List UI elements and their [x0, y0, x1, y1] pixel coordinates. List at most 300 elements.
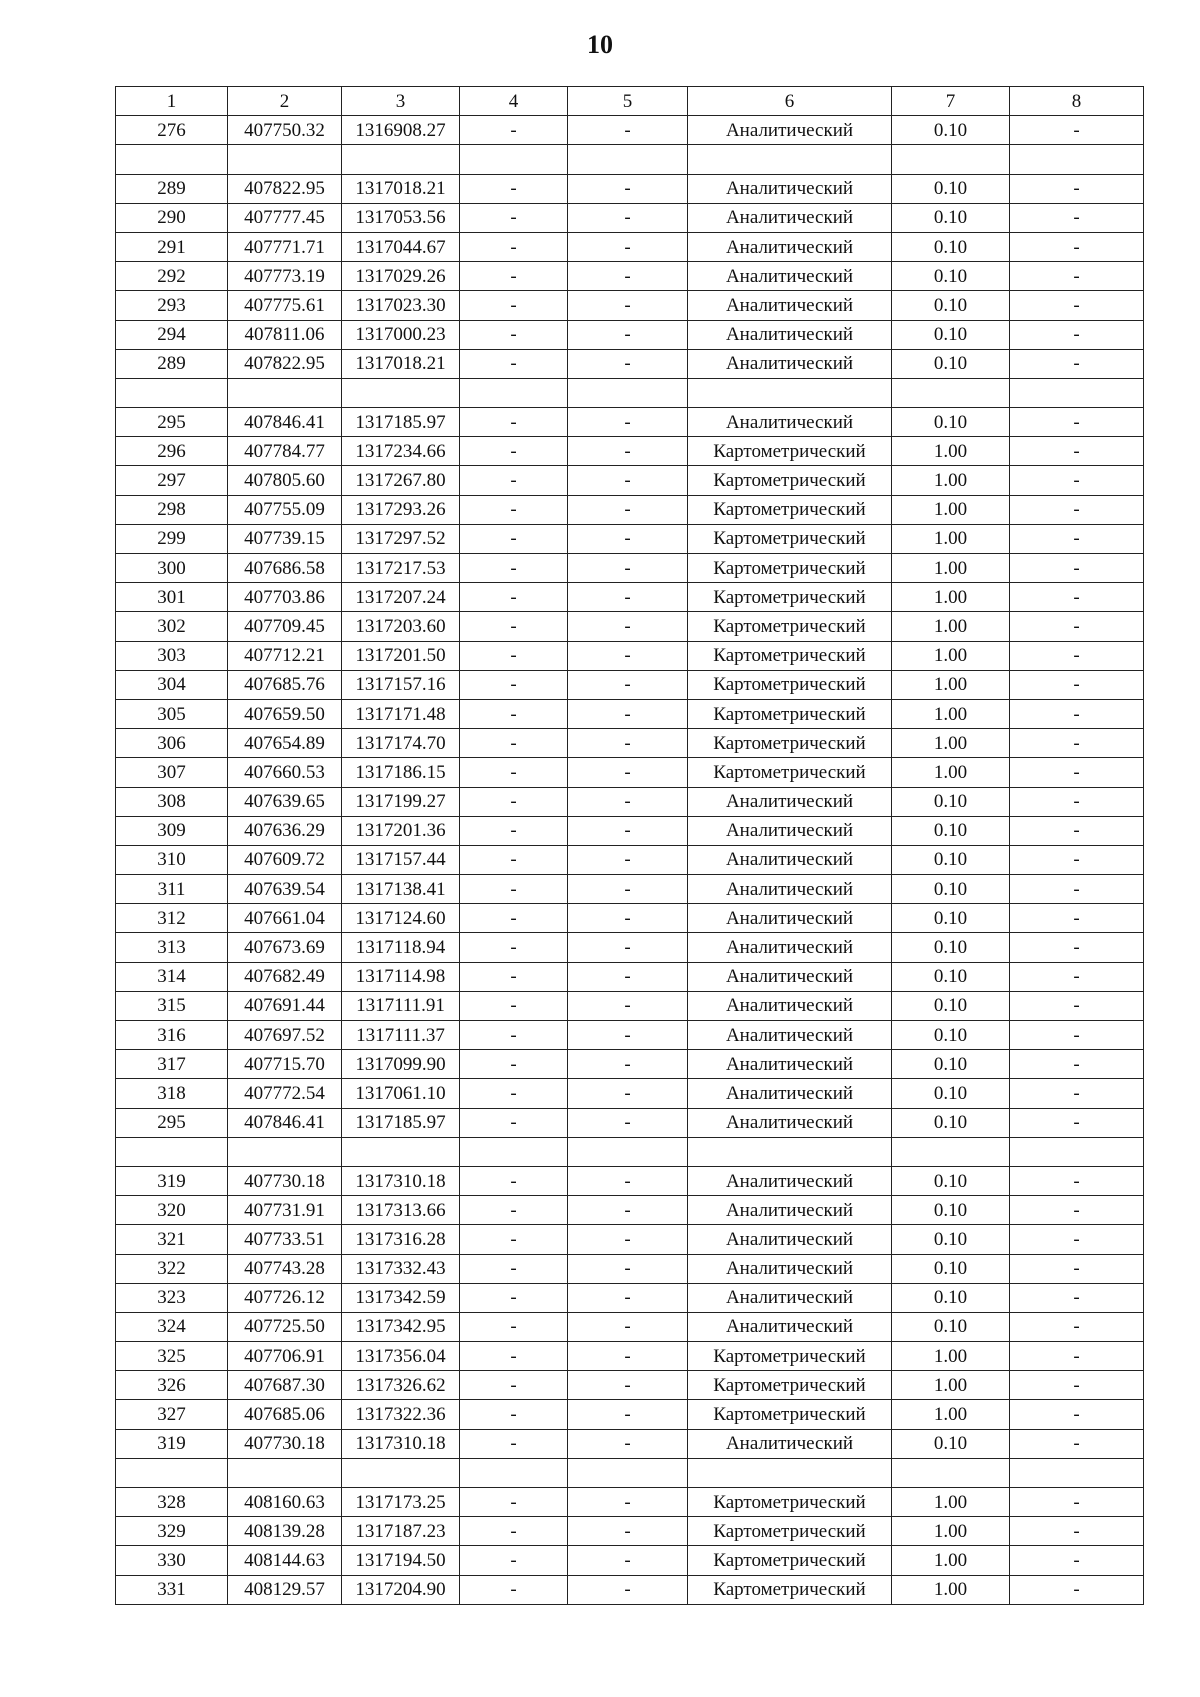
method-cell	[688, 1458, 892, 1487]
table-row	[116, 787, 1144, 816]
table-row	[116, 554, 1144, 583]
col5-cell: -	[568, 1575, 688, 1604]
accuracy-cell: 0.10	[892, 349, 1010, 378]
col4-cell: -	[460, 1108, 568, 1137]
accuracy-cell: 1.00	[892, 729, 1010, 758]
table-row	[116, 729, 1144, 758]
col8-cell: -	[1010, 933, 1144, 962]
accuracy-cell: 1.00	[892, 612, 1010, 641]
method-cell: Аналитический	[688, 291, 892, 320]
method-cell: Аналитический	[688, 1108, 892, 1137]
col8-cell: -	[1010, 758, 1144, 787]
col8-cell: -	[1010, 1079, 1144, 1108]
col5-cell: -	[568, 699, 688, 728]
point-number-cell: 318	[116, 1079, 228, 1108]
y-coordinate-cell: 1317111.37	[342, 1021, 460, 1050]
col4-cell: -	[460, 524, 568, 553]
y-coordinate-cell: 1317029.26	[342, 262, 460, 291]
col8-cell: -	[1010, 845, 1144, 874]
col5-cell: -	[568, 1517, 688, 1546]
col4-cell: -	[460, 612, 568, 641]
method-cell: Картометрический	[688, 729, 892, 758]
y-coordinate-cell: 1317124.60	[342, 904, 460, 933]
method-cell: Аналитический	[688, 203, 892, 232]
y-coordinate-cell: 1317267.80	[342, 466, 460, 495]
col8-cell: -	[1010, 495, 1144, 524]
method-cell: Аналитический	[688, 262, 892, 291]
col4-cell	[460, 1137, 568, 1166]
accuracy-cell: 0.10	[892, 1050, 1010, 1079]
column-header: 7	[892, 87, 1010, 116]
x-coordinate-cell	[228, 145, 342, 174]
point-number-cell: 304	[116, 670, 228, 699]
table-row	[116, 1021, 1144, 1050]
column-header: 2	[228, 87, 342, 116]
point-number-cell: 313	[116, 933, 228, 962]
table-header-row	[116, 87, 1144, 116]
accuracy-cell: 0.10	[892, 232, 1010, 261]
accuracy-cell: 0.10	[892, 1429, 1010, 1458]
method-cell: Картометрический	[688, 495, 892, 524]
x-coordinate-cell	[228, 1137, 342, 1166]
x-coordinate-cell: 407822.95	[228, 174, 342, 203]
col4-cell: -	[460, 875, 568, 904]
point-number-cell: 311	[116, 875, 228, 904]
point-number-cell: 307	[116, 758, 228, 787]
y-coordinate-cell: 1317061.10	[342, 1079, 460, 1108]
point-number-cell: 317	[116, 1050, 228, 1079]
accuracy-cell: 0.10	[892, 291, 1010, 320]
col5-cell: -	[568, 1342, 688, 1371]
x-coordinate-cell: 407750.32	[228, 116, 342, 145]
col8-cell: -	[1010, 729, 1144, 758]
x-coordinate-cell: 407639.65	[228, 787, 342, 816]
x-coordinate-cell	[228, 1458, 342, 1487]
method-cell: Аналитический	[688, 991, 892, 1020]
accuracy-cell: 0.10	[892, 875, 1010, 904]
col5-cell: -	[568, 1429, 688, 1458]
y-coordinate-cell	[342, 378, 460, 407]
col8-cell: -	[1010, 1546, 1144, 1575]
col4-cell: -	[460, 174, 568, 203]
accuracy-cell: 0.10	[892, 174, 1010, 203]
y-coordinate-cell: 1317293.26	[342, 495, 460, 524]
x-coordinate-cell: 407639.54	[228, 875, 342, 904]
table-row	[116, 816, 1144, 845]
x-coordinate-cell: 407730.18	[228, 1166, 342, 1195]
x-coordinate-cell: 407811.06	[228, 320, 342, 349]
point-number-cell: 322	[116, 1254, 228, 1283]
col5-cell: -	[568, 1225, 688, 1254]
accuracy-cell: 1.00	[892, 641, 1010, 670]
x-coordinate-cell: 407691.44	[228, 991, 342, 1020]
col8-cell: -	[1010, 1575, 1144, 1604]
col4-cell: -	[460, 1196, 568, 1225]
y-coordinate-cell: 1317000.23	[342, 320, 460, 349]
accuracy-cell: 1.00	[892, 554, 1010, 583]
col5-cell: -	[568, 1108, 688, 1137]
table-row	[116, 174, 1144, 203]
x-coordinate-cell: 407659.50	[228, 699, 342, 728]
x-coordinate-cell: 407733.51	[228, 1225, 342, 1254]
y-coordinate-cell: 1317018.21	[342, 174, 460, 203]
col5-cell: -	[568, 875, 688, 904]
point-number-cell: 291	[116, 232, 228, 261]
accuracy-cell: 0.10	[892, 991, 1010, 1020]
method-cell: Картометрический	[688, 699, 892, 728]
table-row	[116, 291, 1144, 320]
col4-cell: -	[460, 787, 568, 816]
point-number-cell: 300	[116, 554, 228, 583]
accuracy-cell: 1.00	[892, 1342, 1010, 1371]
accuracy-cell: 1.00	[892, 1575, 1010, 1604]
col4-cell: -	[460, 1575, 568, 1604]
accuracy-cell: 1.00	[892, 1400, 1010, 1429]
col5-cell: -	[568, 758, 688, 787]
table-row	[116, 962, 1144, 991]
col4-cell	[460, 1458, 568, 1487]
accuracy-cell: 0.10	[892, 845, 1010, 874]
y-coordinate-cell: 1317313.66	[342, 1196, 460, 1225]
method-cell: Аналитический	[688, 1021, 892, 1050]
table-row	[116, 641, 1144, 670]
col5-cell: -	[568, 729, 688, 758]
y-coordinate-cell: 1317203.60	[342, 612, 460, 641]
col4-cell: -	[460, 116, 568, 145]
accuracy-cell: 0.10	[892, 320, 1010, 349]
x-coordinate-cell: 407846.41	[228, 1108, 342, 1137]
accuracy-cell	[892, 378, 1010, 407]
accuracy-cell	[892, 1137, 1010, 1166]
col4-cell: -	[460, 1342, 568, 1371]
x-coordinate-cell: 407777.45	[228, 203, 342, 232]
column-header: 8	[1010, 87, 1144, 116]
method-cell	[688, 378, 892, 407]
x-coordinate-cell: 407743.28	[228, 1254, 342, 1283]
col4-cell	[460, 145, 568, 174]
col8-cell	[1010, 1458, 1144, 1487]
col5-cell: -	[568, 583, 688, 612]
point-number-cell: 325	[116, 1342, 228, 1371]
method-cell: Аналитический	[688, 1429, 892, 1458]
method-cell: Картометрический	[688, 437, 892, 466]
col4-cell: -	[460, 1429, 568, 1458]
x-coordinate-cell: 407846.41	[228, 408, 342, 437]
x-coordinate-cell: 408160.63	[228, 1488, 342, 1517]
col5-cell: -	[568, 1283, 688, 1312]
point-number-cell: 296	[116, 437, 228, 466]
point-number-cell: 314	[116, 962, 228, 991]
y-coordinate-cell: 1317157.16	[342, 670, 460, 699]
x-coordinate-cell: 407771.71	[228, 232, 342, 261]
accuracy-cell: 0.10	[892, 1254, 1010, 1283]
y-coordinate-cell: 1317174.70	[342, 729, 460, 758]
col4-cell: -	[460, 1283, 568, 1312]
y-coordinate-cell: 1317234.66	[342, 437, 460, 466]
method-cell: Аналитический	[688, 1050, 892, 1079]
col5-cell: -	[568, 1021, 688, 1050]
col5-cell: -	[568, 291, 688, 320]
table-row	[116, 1546, 1144, 1575]
x-coordinate-cell: 407685.76	[228, 670, 342, 699]
col8-cell: -	[1010, 1488, 1144, 1517]
accuracy-cell: 0.10	[892, 1283, 1010, 1312]
method-cell: Картометрический	[688, 758, 892, 787]
y-coordinate-cell: 1317356.04	[342, 1342, 460, 1371]
point-number-cell: 324	[116, 1312, 228, 1341]
y-coordinate-cell: 1317023.30	[342, 291, 460, 320]
col8-cell: -	[1010, 203, 1144, 232]
method-cell: Аналитический	[688, 349, 892, 378]
accuracy-cell: 0.10	[892, 116, 1010, 145]
point-number-cell: 308	[116, 787, 228, 816]
y-coordinate-cell: 1317342.95	[342, 1312, 460, 1341]
x-coordinate-cell: 407636.29	[228, 816, 342, 845]
accuracy-cell: 0.10	[892, 1021, 1010, 1050]
method-cell: Аналитический	[688, 1166, 892, 1195]
y-coordinate-cell: 1317332.43	[342, 1254, 460, 1283]
table-row	[116, 1400, 1144, 1429]
col5-cell: -	[568, 524, 688, 553]
col8-cell	[1010, 378, 1144, 407]
accuracy-cell: 0.10	[892, 203, 1010, 232]
col8-cell: -	[1010, 1108, 1144, 1137]
col5-cell: -	[568, 203, 688, 232]
col5-cell: -	[568, 641, 688, 670]
point-number-cell: 289	[116, 174, 228, 203]
accuracy-cell: 1.00	[892, 670, 1010, 699]
y-coordinate-cell: 1317138.41	[342, 875, 460, 904]
table-row	[116, 1517, 1144, 1546]
point-number-cell: 321	[116, 1225, 228, 1254]
table-row	[116, 1166, 1144, 1195]
col8-cell: -	[1010, 1196, 1144, 1225]
x-coordinate-cell: 407784.77	[228, 437, 342, 466]
y-coordinate-cell: 1317201.36	[342, 816, 460, 845]
col5-cell: -	[568, 408, 688, 437]
column-header: 1	[116, 87, 228, 116]
col4-cell: -	[460, 1312, 568, 1341]
col5-cell: -	[568, 466, 688, 495]
method-cell: Аналитический	[688, 933, 892, 962]
col4-cell: -	[460, 933, 568, 962]
table-row	[116, 1196, 1144, 1225]
point-number-cell: 328	[116, 1488, 228, 1517]
point-number-cell: 305	[116, 699, 228, 728]
col4-cell: -	[460, 1166, 568, 1195]
y-coordinate-cell: 1317310.18	[342, 1166, 460, 1195]
accuracy-cell: 1.00	[892, 437, 1010, 466]
col8-cell	[1010, 1137, 1144, 1166]
point-number-cell	[116, 1458, 228, 1487]
col5-cell: -	[568, 437, 688, 466]
point-number-cell: 295	[116, 1108, 228, 1137]
table-row	[116, 495, 1144, 524]
col4-cell: -	[460, 1488, 568, 1517]
method-cell: Картометрический	[688, 1400, 892, 1429]
col8-cell: -	[1010, 554, 1144, 583]
table-row	[116, 933, 1144, 962]
point-number-cell	[116, 145, 228, 174]
col5-cell	[568, 378, 688, 407]
table-row	[116, 232, 1144, 261]
table-row	[116, 1254, 1144, 1283]
col4-cell: -	[460, 991, 568, 1020]
method-cell: Картометрический	[688, 1575, 892, 1604]
y-coordinate-cell: 1317044.67	[342, 232, 460, 261]
x-coordinate-cell: 407709.45	[228, 612, 342, 641]
method-cell: Картометрический	[688, 583, 892, 612]
accuracy-cell: 0.10	[892, 1225, 1010, 1254]
table-row	[116, 262, 1144, 291]
method-cell: Аналитический	[688, 1283, 892, 1312]
accuracy-cell: 1.00	[892, 466, 1010, 495]
method-cell: Картометрический	[688, 1517, 892, 1546]
col5-cell: -	[568, 1488, 688, 1517]
col8-cell: -	[1010, 1371, 1144, 1400]
y-coordinate-cell: 1317326.62	[342, 1371, 460, 1400]
col4-cell: -	[460, 466, 568, 495]
col4-cell: -	[460, 495, 568, 524]
table-row	[116, 612, 1144, 641]
col5-cell: -	[568, 904, 688, 933]
method-cell: Картометрический	[688, 1342, 892, 1371]
accuracy-cell: 1.00	[892, 495, 1010, 524]
point-number-cell: 329	[116, 1517, 228, 1546]
col4-cell: -	[460, 1225, 568, 1254]
table-row	[116, 408, 1144, 437]
col8-cell: -	[1010, 962, 1144, 991]
table-row	[116, 845, 1144, 874]
col5-cell: -	[568, 816, 688, 845]
table-separator-row	[116, 145, 1144, 174]
method-cell	[688, 145, 892, 174]
col4-cell: -	[460, 1546, 568, 1575]
table-row	[116, 904, 1144, 933]
col8-cell: -	[1010, 524, 1144, 553]
accuracy-cell	[892, 1458, 1010, 1487]
point-number-cell	[116, 1137, 228, 1166]
y-coordinate-cell: 1317099.90	[342, 1050, 460, 1079]
accuracy-cell	[892, 145, 1010, 174]
col8-cell: -	[1010, 699, 1144, 728]
accuracy-cell: 1.00	[892, 699, 1010, 728]
col4-cell: -	[460, 699, 568, 728]
method-cell: Аналитический	[688, 1225, 892, 1254]
col8-cell: -	[1010, 1166, 1144, 1195]
x-coordinate-cell: 407660.53	[228, 758, 342, 787]
point-number-cell: 298	[116, 495, 228, 524]
y-coordinate-cell: 1317201.50	[342, 641, 460, 670]
col8-cell: -	[1010, 1517, 1144, 1546]
col8-cell: -	[1010, 1225, 1144, 1254]
x-coordinate-cell: 407686.58	[228, 554, 342, 583]
col4-cell: -	[460, 408, 568, 437]
col4-cell	[460, 378, 568, 407]
point-number-cell: 289	[116, 349, 228, 378]
point-number-cell: 293	[116, 291, 228, 320]
y-coordinate-cell: 1317342.59	[342, 1283, 460, 1312]
accuracy-cell: 0.10	[892, 787, 1010, 816]
point-number-cell: 292	[116, 262, 228, 291]
method-cell: Картометрический	[688, 1371, 892, 1400]
y-coordinate-cell: 1316908.27	[342, 116, 460, 145]
col4-cell: -	[460, 203, 568, 232]
x-coordinate-cell: 407805.60	[228, 466, 342, 495]
x-coordinate-cell: 407712.21	[228, 641, 342, 670]
point-number-cell: 290	[116, 203, 228, 232]
x-coordinate-cell: 407773.19	[228, 262, 342, 291]
x-coordinate-cell: 407772.54	[228, 1079, 342, 1108]
table-row	[116, 1575, 1144, 1604]
method-cell: Аналитический	[688, 1312, 892, 1341]
column-header: 3	[342, 87, 460, 116]
x-coordinate-cell: 408129.57	[228, 1575, 342, 1604]
y-coordinate-cell	[342, 1458, 460, 1487]
accuracy-cell: 1.00	[892, 524, 1010, 553]
method-cell: Картометрический	[688, 612, 892, 641]
col5-cell: -	[568, 262, 688, 291]
y-coordinate-cell: 1317310.18	[342, 1429, 460, 1458]
table-row	[116, 1050, 1144, 1079]
accuracy-cell: 0.10	[892, 1312, 1010, 1341]
y-coordinate-cell: 1317114.98	[342, 962, 460, 991]
point-number-cell: 299	[116, 524, 228, 553]
y-coordinate-cell	[342, 145, 460, 174]
table-separator-row	[116, 378, 1144, 407]
col5-cell	[568, 145, 688, 174]
table-row	[116, 203, 1144, 232]
point-number-cell: 312	[116, 904, 228, 933]
point-number-cell: 331	[116, 1575, 228, 1604]
col5-cell: -	[568, 1196, 688, 1225]
table-body	[116, 116, 1144, 1605]
col4-cell: -	[460, 262, 568, 291]
col5-cell	[568, 1458, 688, 1487]
accuracy-cell: 0.10	[892, 816, 1010, 845]
y-coordinate-cell	[342, 1137, 460, 1166]
table-row	[116, 1225, 1144, 1254]
method-cell: Аналитический	[688, 1254, 892, 1283]
col4-cell: -	[460, 670, 568, 699]
y-coordinate-cell: 1317173.25	[342, 1488, 460, 1517]
col4-cell: -	[460, 1079, 568, 1108]
table-row	[116, 1079, 1144, 1108]
col5-cell: -	[568, 1400, 688, 1429]
col5-cell: -	[568, 612, 688, 641]
col5-cell: -	[568, 116, 688, 145]
table-separator-row	[116, 1458, 1144, 1487]
point-number-cell: 323	[116, 1283, 228, 1312]
col8-cell: -	[1010, 1254, 1144, 1283]
table-separator-row	[116, 1137, 1144, 1166]
method-cell: Аналитический	[688, 787, 892, 816]
accuracy-cell: 0.10	[892, 1108, 1010, 1137]
table-row	[116, 1488, 1144, 1517]
col4-cell: -	[460, 291, 568, 320]
accuracy-cell: 0.10	[892, 1196, 1010, 1225]
table-row	[116, 320, 1144, 349]
col4-cell: -	[460, 554, 568, 583]
x-coordinate-cell: 407725.50	[228, 1312, 342, 1341]
accuracy-cell: 0.10	[892, 962, 1010, 991]
point-number-cell: 320	[116, 1196, 228, 1225]
method-cell: Аналитический	[688, 816, 892, 845]
y-coordinate-cell: 1317171.48	[342, 699, 460, 728]
col8-cell: -	[1010, 875, 1144, 904]
col5-cell: -	[568, 1166, 688, 1195]
accuracy-cell: 0.10	[892, 262, 1010, 291]
